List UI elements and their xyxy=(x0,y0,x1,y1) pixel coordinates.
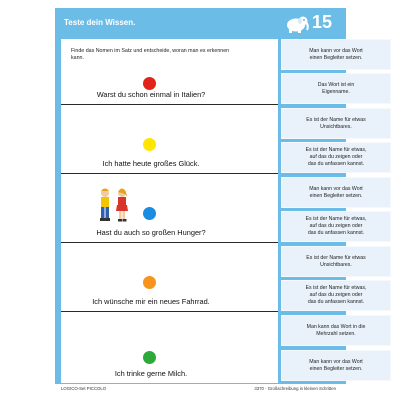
yellow-answer-dot[interactable] xyxy=(143,138,156,151)
card-title: Teste dein Wissen. xyxy=(64,18,136,27)
question-sentence: Ich hatte heute großes Glück. xyxy=(102,159,200,168)
answer-text: Man kann vor das Wort einen Begleiter setzen. xyxy=(309,358,363,372)
question-sentence: Warst du schon einmal in Italien? xyxy=(96,90,206,99)
orange-answer-dot[interactable] xyxy=(143,276,156,289)
green-answer-dot[interactable] xyxy=(143,351,156,364)
answer-box[interactable] xyxy=(281,350,391,381)
answer-text: Es ist der Name für etwas Unsichtbares. xyxy=(306,254,366,268)
red-answer-dot[interactable] xyxy=(143,77,156,90)
page-number: 15 xyxy=(312,12,333,32)
card-footer xyxy=(55,384,346,393)
question-section xyxy=(61,108,278,174)
elephant-icon xyxy=(283,14,309,34)
answer-text: Man kann vor das Wort einen Begleiter setzen. xyxy=(309,185,363,199)
question-section xyxy=(61,39,278,105)
card-header xyxy=(55,8,346,38)
answer-box[interactable] xyxy=(281,73,391,104)
quiz-card xyxy=(55,8,367,393)
answer-text: Es ist der Name für etwas, auf das du zeigen oder das du anfassen kannst. xyxy=(305,147,367,167)
question-sentence: Ich trinke gerne Milch. xyxy=(114,369,188,378)
answer-box[interactable] xyxy=(281,177,391,208)
answer-text: Man kann das Wort in die Mehrzahl setzen. xyxy=(306,323,366,337)
answer-text: Man kann vor das Wort einen Begleiter setzen. xyxy=(309,47,363,61)
answer-box[interactable] xyxy=(281,142,391,173)
questions-column xyxy=(61,39,278,383)
answer-box[interactable] xyxy=(281,211,391,242)
answer-box[interactable] xyxy=(281,39,391,70)
answer-box[interactable] xyxy=(281,315,391,346)
question-section xyxy=(61,177,278,243)
answer-text: Es ist der Name für etwas, auf das du zeigen oder das du anfassen kannst. xyxy=(305,285,367,305)
answer-text: Es ist der Name für etwas, auf das du zeigen oder das du anfassen kannst. xyxy=(305,216,367,236)
children-illustration xyxy=(94,185,134,225)
question-section xyxy=(61,315,278,383)
footer-product-info: 3370 · Großschreibung in kleinen Schritten xyxy=(254,386,336,391)
answer-text: Es ist der Name für etwas Unsichtbares. xyxy=(306,116,366,130)
answer-box[interactable] xyxy=(281,246,391,277)
answer-box[interactable] xyxy=(281,108,391,139)
blue-answer-dot[interactable] xyxy=(143,207,156,220)
answers-column xyxy=(281,39,391,383)
question-sentence: Ich wünsche mir ein neues Fahrrad. xyxy=(92,297,210,306)
answer-text: Das Wort ist ein Eigenname. xyxy=(317,81,355,95)
question-section xyxy=(61,246,278,312)
answer-box[interactable] xyxy=(281,280,391,311)
question-sentence: Hast du auch so großen Hunger? xyxy=(96,228,206,237)
instruction-text: Finde das Nomen im Satz und entscheide, woran man es erkennen kann. xyxy=(71,48,230,61)
footer-set-name: LOGICO-Set PICCOLO xyxy=(61,386,107,391)
